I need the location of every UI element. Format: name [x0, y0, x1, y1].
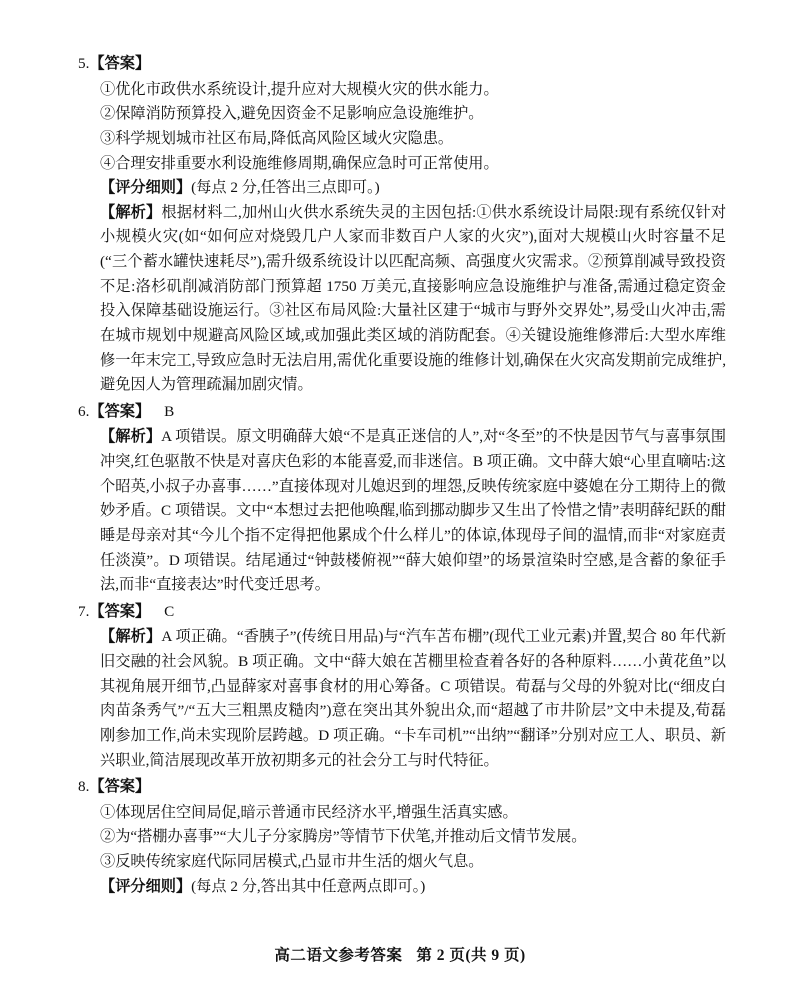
question-block-8: [78, 775, 726, 899]
criteria-text: (每点 2 分,答出其中任意两点即可。): [191, 877, 426, 895]
criteria-tag: 【评分细则】: [100, 877, 192, 895]
criteria-line: [78, 176, 726, 201]
analysis-text: 根据材料二,加州山火供水系统失灵的主因包括:①供水系统设计局限:现有系统仅针对小规模火灾(如“如何应对烧毁几户人家而非数百户人家的火灾”),面对大规模山火时容量不足(“三个蓄水罐快速耗尽”),需升级系统设计以匹配高频、高强度火灾需求。②预算削减导致投资不足:洛杉矶削减消防部门预算超 1750 万美元,直接影响应急设施维护与准备,需通过稳定资金投入保障基础设施运行。③社区布局风险:大量社区建于“城市与野外交界处”,易受山火冲击,需在城市规划中规避高风险区域,或加强此类区域的消防配套。④关键设施维修滞后:大型水库维修一年末完工,导致应急时无法启用,需优化重要设施的维修计划,确保在火灾高发期前完成维护,避免因人为管理疏漏加剧灾情。: [100, 203, 727, 394]
question-number: 7.: [78, 602, 90, 620]
answer-item: ①优化市政供水系统设计,提升应对大规模火灾的供水能力。: [100, 80, 499, 98]
analysis-tag: 【解析】: [100, 203, 162, 221]
answer-letter: B: [164, 402, 175, 420]
answer-letter: C: [164, 602, 175, 620]
analysis-tag: 【解析】: [100, 428, 162, 446]
answer-item: ②为“搭棚办喜事”“大儿子分家腾房”等情节下伏笔,并推动后文情节发展。: [100, 828, 587, 846]
question-number: 8.: [78, 778, 90, 796]
criteria-tag: 【评分细则】: [100, 179, 192, 197]
question-block-7: [78, 600, 726, 773]
answer-item: ①体现居住空间局促,暗示普通市民经济水平,增强生活真实感。: [100, 803, 518, 821]
footer-title: 高二语文参考答案: [274, 947, 403, 964]
answer-item: ③反映传统家庭代际同居模式,凸显市井生活的烟火气息。: [100, 853, 484, 870]
analysis-tag: 【解析】: [100, 628, 162, 646]
answer-item: ③科学规划城市社区布局,降低高风险区域火灾隐患。: [100, 129, 454, 147]
analysis-text: A 项正确。“香胰子”(传统日用品)与“汽车苫布棚”(现代工业元素)并置,契合 80 年代新旧交融的社会风貌。B 项正确。文中“薛大娘在苫棚里检查着各好的各种原料……小黄花鱼”以其视角展开细节,凸显薛家对喜事食材的用心筹备。C 项错误。荀磊与父母的外貌对比(“细皮白肉苗条秀气”/“五大三粗黑皮糙肉”)意在突出其外貌出众,而“超越了市井阶层”文中未提及,荀磊刚参加工作,尚未实现阶层跨越。D 项正确。“卡车司机”“出纳”“翻译”分别对应工人、职员、新兴职业,简洁展现改革开放初期多元的社会分工与时代特征。: [100, 628, 727, 769]
question-block-5: [78, 52, 726, 398]
answer-item: ④合理安排重要水利设施维修周期,确保应急时可正常使用。: [100, 154, 499, 172]
criteria-line: [78, 875, 726, 900]
answer-tag: 【答案】: [89, 402, 151, 420]
question-heading-7: [78, 600, 726, 625]
question-block-6: [78, 400, 726, 598]
answer-item: ②保障消防预算投入,避免因资金不足影响应急设施维护。: [100, 105, 484, 123]
analysis-paragraph: [78, 425, 726, 597]
analysis-paragraph: [78, 625, 726, 773]
question-heading-6: [78, 400, 726, 425]
question-number: 5.: [78, 55, 90, 72]
answer-tag: 【答案】: [89, 602, 151, 620]
analysis-text: A 项错误。原文明确薛大娘“不是真正迷信的人”,对“冬至”的不快是因节气与喜事氛围冲突,红色驱散不快是对喜庆色彩的本能喜爱,而非迷信。B 项正确。文中薛大娘“心里直嘀咕:这个昭英,小叔子办喜事……”直接体现对儿媳迟到的埋怨,反映传统家庭中婆媳在分工期待上的微妙矛盾。C 项错误。文中“本想过去把他唤醒,临到挪动脚步又生出了怜惜之情”表明薛纪跃的酣睡是母亲对其“今儿个指不定得把他累成个什么样儿”的体谅,体现母子间的温情,而非“对家庭责任淡漠”。D 项错误。结尾通过“钟鼓楼俯视”“薛大娘仰望”的场景渲染时空感,是含蓄的象征手法,而非“直接表达”时代变迁思考。: [100, 428, 727, 594]
question-number: 6.: [78, 402, 90, 420]
question-heading-5: [78, 52, 726, 77]
analysis-paragraph: [78, 201, 726, 398]
criteria-text: (每点 2 分,任答出三点即可。): [191, 179, 380, 197]
answer-tag: 【答案】: [89, 778, 151, 796]
page-footer: [0, 943, 800, 965]
footer-page-number: 第 2 页(共 9 页): [416, 947, 526, 964]
answer-tag: 【答案】: [89, 55, 151, 72]
question-heading-8: [78, 775, 726, 800]
